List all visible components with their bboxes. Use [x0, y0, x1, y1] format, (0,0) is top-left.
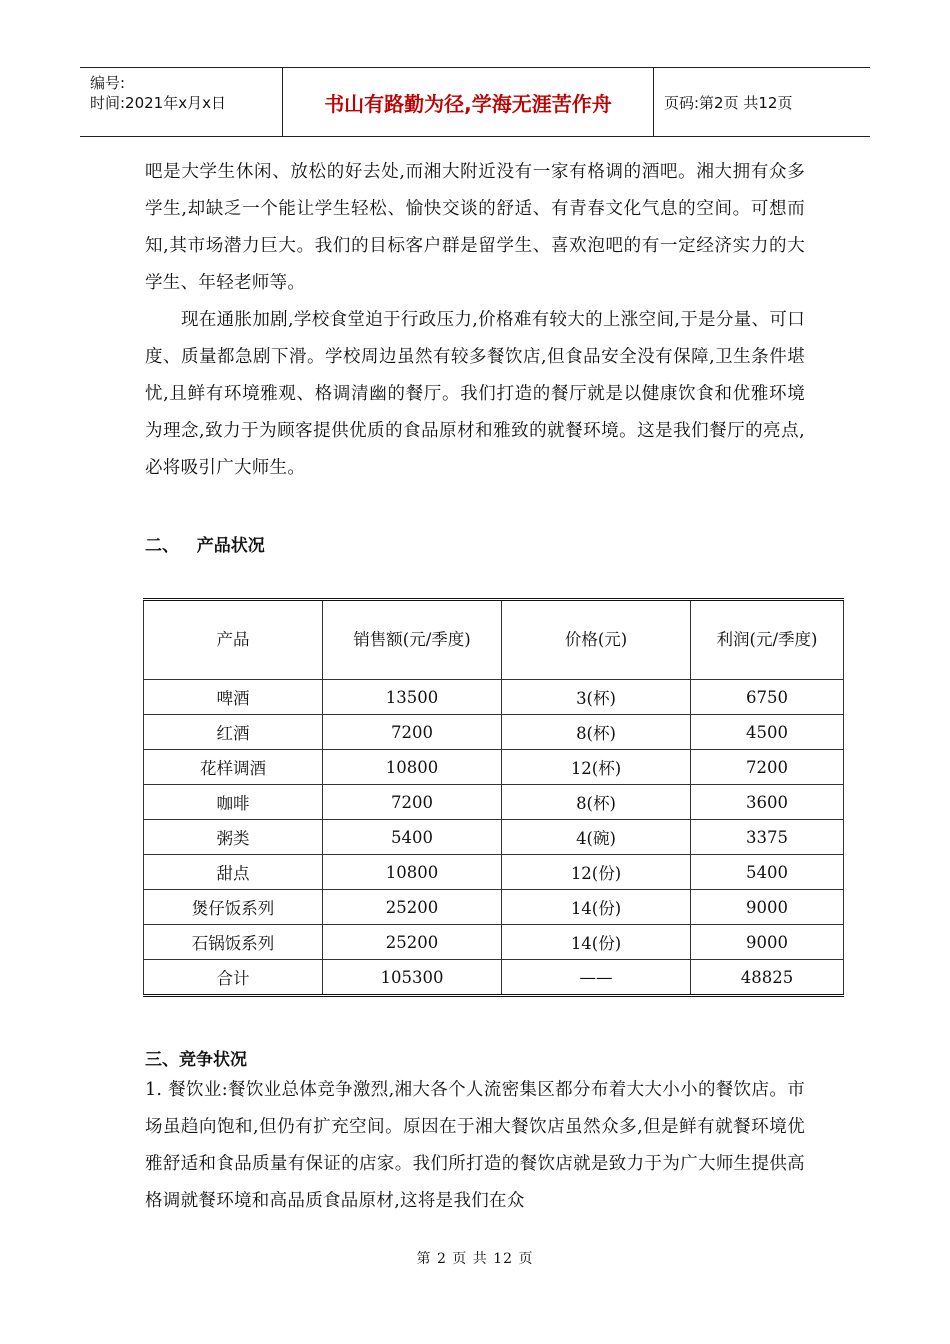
date-label: 时间:2021年x月x日: [90, 94, 226, 112]
table-cell: 3600: [691, 785, 844, 820]
table-cell: 10800: [323, 750, 502, 785]
table-cell: 9000: [691, 925, 844, 960]
table-cell: 12(份): [502, 855, 691, 890]
table-cell: 3375: [691, 820, 844, 855]
table-row: [144, 680, 844, 715]
table-cell: 红酒: [144, 715, 323, 750]
table-cell: 14(份): [502, 925, 691, 960]
table-row: [144, 715, 844, 750]
doc-number-label: 编号:: [90, 74, 126, 92]
table-header-cell: 产品: [144, 600, 323, 680]
table-header-cell: 销售额(元/季度): [323, 600, 502, 680]
table-cell: 4(碗): [502, 820, 691, 855]
table-cell: 3(杯): [502, 680, 691, 715]
table-cell: 咖啡: [144, 785, 323, 820]
table-cell: 6750: [691, 680, 844, 715]
table-row: [144, 925, 844, 960]
table-cell: 25200: [323, 925, 502, 960]
table-cell: 5400: [323, 820, 502, 855]
section-heading-competition: 三、竞争状况: [145, 1050, 247, 1070]
table-cell: 石锅饭系列: [144, 925, 323, 960]
table-header-cell: 价格(元): [502, 600, 691, 680]
table-cell: ——: [502, 960, 691, 996]
table-cell: 7200: [323, 715, 502, 750]
table-cell: 14(份): [502, 890, 691, 925]
product-table-container: [143, 598, 844, 997]
table-header-cell: 利润(元/季度): [691, 600, 844, 680]
section-heading-products: 二、 产品状况: [145, 536, 265, 556]
table-cell: 7200: [323, 785, 502, 820]
table-row: [144, 855, 844, 890]
table-cell: 12(杯): [502, 750, 691, 785]
table-row: [144, 750, 844, 785]
table-cell: 10800: [323, 855, 502, 890]
table-cell: 啤酒: [144, 680, 323, 715]
competition-text: [145, 1072, 805, 1220]
paragraph: 1. 餐饮业:餐饮业总体竞争激烈,湘大各个人流密集区都分布着大大小小的餐饮店。市场虽趋向饱和,但仍有扩充空间。原因在于湘大餐饮店虽然众多,但是鲜有就餐环境优雅舒适和食品质量有保证的店家。我们所打造的餐饮店就是致力于为广大师生提供高格调就餐环境和高品质食品原材,这将是我们在众: [145, 1080, 805, 1211]
table-cell: 13500: [323, 680, 502, 715]
header-meta: [80, 68, 283, 136]
page-header: [80, 67, 870, 137]
table-row: [144, 785, 844, 820]
table-row: [144, 820, 844, 855]
table-cell: 花样调酒: [144, 750, 323, 785]
intro-text: [145, 154, 805, 487]
table-cell: 25200: [323, 890, 502, 925]
table-cell: 8(杯): [502, 785, 691, 820]
table-header-row: [144, 600, 844, 680]
paragraph: 吧是大学生休闲、放松的好去处,而湘大附近没有一家有格调的酒吧。湘大拥有众多学生,却缺乏一个能让学生轻松、愉快交谈的舒适、有青春文化气息的空间。可想而知,其市场潜力巨大。我们的目标客户群是留学生、喜欢泡吧的有一定经济实力的大学生、年轻老师等。: [145, 162, 805, 293]
table-cell: 4500: [691, 715, 844, 750]
table-total-row: [144, 960, 844, 996]
table-cell: 48825: [691, 960, 844, 996]
product-table: [143, 598, 844, 997]
table-cell: 7200: [691, 750, 844, 785]
header-motto: 书山有路勤为径,学海无涯苦作舟: [283, 68, 654, 136]
table-cell: 5400: [691, 855, 844, 890]
table-cell: 粥类: [144, 820, 323, 855]
table-cell: 9000: [691, 890, 844, 925]
paragraph: 现在通胀加剧,学校食堂迫于行政压力,价格难有较大的上涨空间,于是分量、可口度、质量都急剧下滑。学校周边虽然有较多餐饮店,但食品安全没有保障,卫生条件堪忧,且鲜有环境雅观、格调清幽的餐厅。我们打造的餐厅就是以健康饮食和优雅环境为理念,致力于为顾客提供优质的食品原材和雅致的就餐环境。这是我们餐厅的亮点,必将吸引广大师生。: [145, 310, 805, 478]
table-cell: 合计: [144, 960, 323, 996]
page-footer: 第 2 页 共 12 页: [416, 1251, 534, 1267]
table-row: [144, 890, 844, 925]
table-cell: 8(杯): [502, 715, 691, 750]
table-cell: 甜点: [144, 855, 323, 890]
table-cell: 105300: [323, 960, 502, 996]
table-cell: 煲仔饭系列: [144, 890, 323, 925]
header-page-info: 页码:第2页 共12页: [664, 93, 793, 112]
